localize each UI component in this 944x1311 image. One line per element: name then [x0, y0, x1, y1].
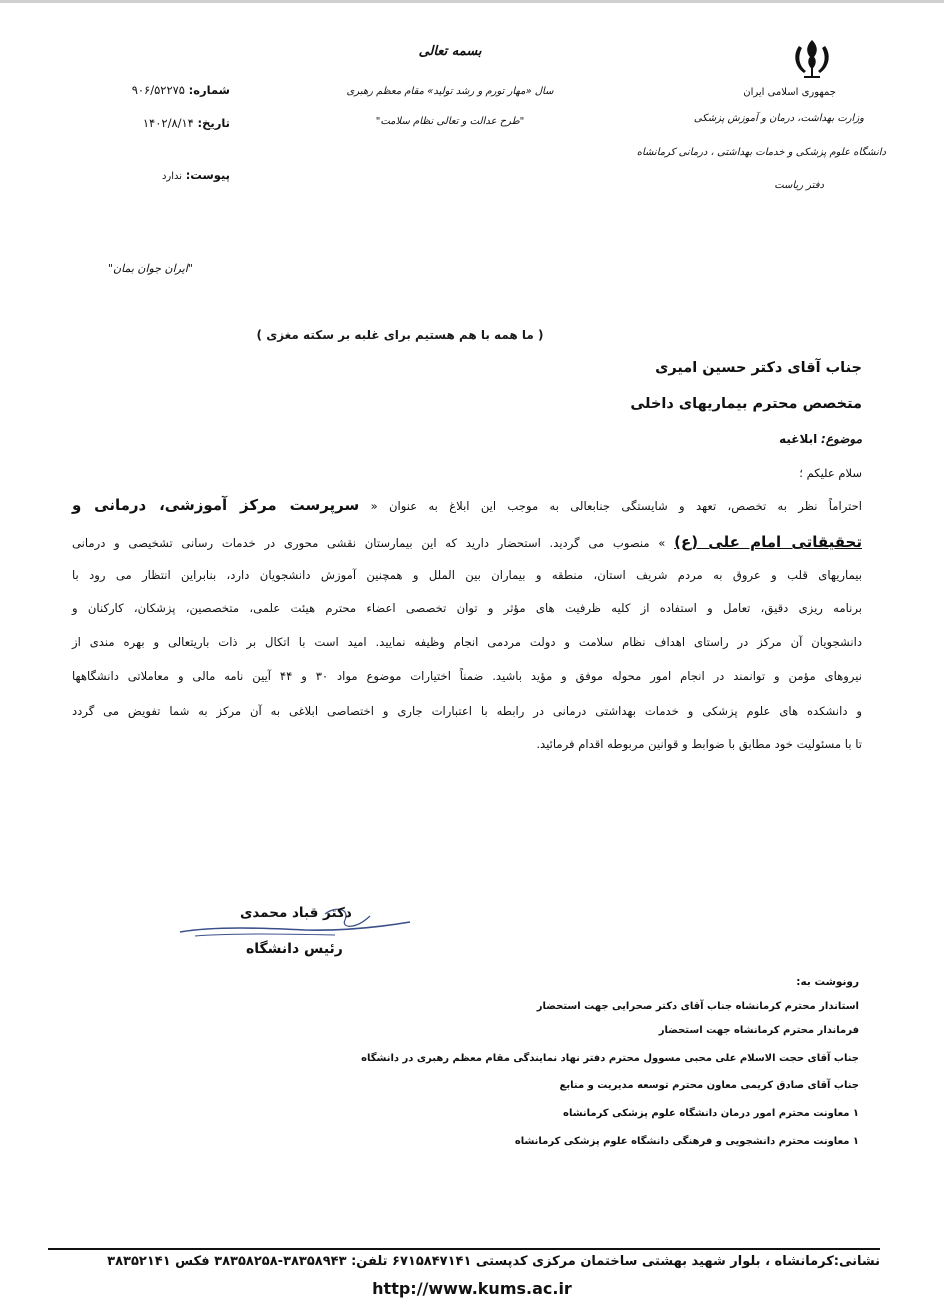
number-value: ۹۰۶/۵۲۲۷۵: [131, 83, 185, 97]
body-line-7: و دانشکده های علوم پزشکی و خدمات بهداشتی درمانی در رابطه با اعتبارات جاری و اختصاصی ابلاغی به آن مرکز به شما تفویض می گردد: [72, 704, 862, 718]
body-line-5: دانشجویان آن مرکز در راستای اهداف نظام سلامت و دولت مردمی انجام وظیفه نمایید. امید است با اتکال بر ذات باریتعالی و بهره مندی از: [72, 635, 862, 649]
body-line-1: [72, 496, 862, 514]
date-value: ۱۴۰۲/۸/۱۴: [142, 116, 194, 130]
subject-value: ابلاغیه: [779, 432, 818, 446]
website-link[interactable]: http://www.kums.ac.ir: [372, 1279, 572, 1298]
subject-row: [779, 432, 862, 446]
subject-label: موضوع:: [821, 432, 862, 446]
addressee-name: جناب آقای دکتر حسین امیری: [655, 360, 862, 376]
attachment-label: پیوست:: [185, 168, 230, 182]
greeting: سلام علیکم ؛: [799, 466, 862, 480]
appointment-title-part2: تحقیقاتی امام علی (ع): [674, 533, 862, 551]
page-top-edge: [0, 0, 944, 3]
cc-heading: رونوشت به:: [796, 976, 859, 988]
gov-line-4: دفتر ریاست: [774, 180, 824, 191]
body-line-6: نیروهای مؤمن و توانمند در انجام امور محوله موفق و مؤید باشید. ضمناً اختیارات موضوع مواد ۳۰ و ۴۴ آیین نامه مالی و معاملاتی دانشگاهها: [72, 669, 863, 683]
footer-address: نشانی:کرمانشاه ، بلوار شهید بهشتی ساختمان مرکزی کدپستی ۶۷۱۵۸۴۷۱۴۱ تلفن: ۳۸۳۵۸۹۴۳-۳۸۳۵۸۲۵۸ فکس ۳۸۳۵۲۱۴۱: [107, 1254, 880, 1269]
body-line-3: بیماریهای قلب و عروق به مردم شریف استان، منطقه و بیماران بین الملل و همچنین آموزش دانشجویان دارد، بنابراین انتظار می رود با: [72, 568, 862, 582]
letter-number-row: [50, 83, 230, 97]
cc-item: ۱ معاونت محترم دانشجویی و فرهنگی دانشگاه علوم پزشکی کرمانشاه: [514, 1136, 859, 1147]
addressee-title: متخصص محترم بیماریهای داخلی: [630, 396, 862, 412]
body-line-1-text: احتراماً نظر به تخصص، تعهد و شایستگی جنابعالی به موجب این ابلاغ به عنوان «: [370, 499, 863, 513]
body-line-2: [72, 533, 862, 551]
number-label: شماره:: [188, 83, 230, 97]
body-line-8: تا با مسئولیت خود مطابق با ضوابط و قوانین مربوطه اقدام فرمائید.: [536, 737, 862, 751]
invocation: بسمه تعالی: [418, 44, 482, 59]
letter-date-row: [50, 116, 230, 130]
year-slogan: سال «مهار تورم و رشد تولید» مقام معظم رهبری: [346, 86, 554, 97]
motto: ( ما همه با هم هستیم برای غلبه بر سکته مغزی ): [256, 328, 544, 342]
appointment-title-part1: سرپرست مرکز آموزشی، درمانی و: [72, 496, 360, 514]
cc-item: جناب آقای حجت الاسلام علی محبی مسوول محترم دفتر نهاد نمایندگی مقام معظم رهبری در دانشگاه: [361, 1053, 859, 1064]
footer-divider: [48, 1248, 880, 1250]
cc-item: ۱ معاونت محترم امور درمان دانشگاه علوم پزشکی کرمانشاه: [563, 1108, 859, 1119]
gov-line-1: جمهوری اسلامی ایران: [743, 87, 836, 98]
body-line-2-text: » منصوب می گردید. استحضار دارید که این بیمارستان نقشی محوری در خدمات رسانی تشخیصی و درمانی: [72, 536, 666, 550]
body-line-4: برنامه ریزی دقیق، تعامل و استفاده از کلیه ظرفیت های مؤثر و توان تخصصی اعضاء محترم هیئت علمی، متخصصین، پزشکان، کارکنان و: [72, 601, 862, 615]
cc-item: جناب آقای صادق کریمی معاون محترم توسعه مدیریت و منابع: [559, 1080, 859, 1091]
handwritten-slogan: "ایران جوان بمان": [108, 262, 193, 275]
attachment-value: ندارد: [161, 171, 183, 182]
attachment-row: [50, 168, 230, 182]
signer-title: رئیس دانشگاه: [246, 941, 343, 957]
plan-slogan: "طرح عدالت و تعالی نظام سلامت": [375, 116, 525, 127]
gov-line-2: وزارت بهداشت، درمان و آموزش پزشکی: [693, 113, 864, 124]
cc-item: استاندار محترم کرمانشاه جناب آقای دکتر صحرایی جهت استحضار: [536, 1001, 859, 1012]
date-label: تاریخ:: [197, 116, 230, 130]
iran-emblem-icon: [790, 36, 834, 82]
signer-name: دکتر قباد محمدی: [240, 905, 352, 921]
gov-line-3: دانشگاه علوم پزشکی و خدمات بهداشتی ، درمانی کرمانشاه: [636, 147, 886, 158]
cc-item: فرماندار محترم کرمانشاه جهت استحضار: [658, 1025, 859, 1036]
